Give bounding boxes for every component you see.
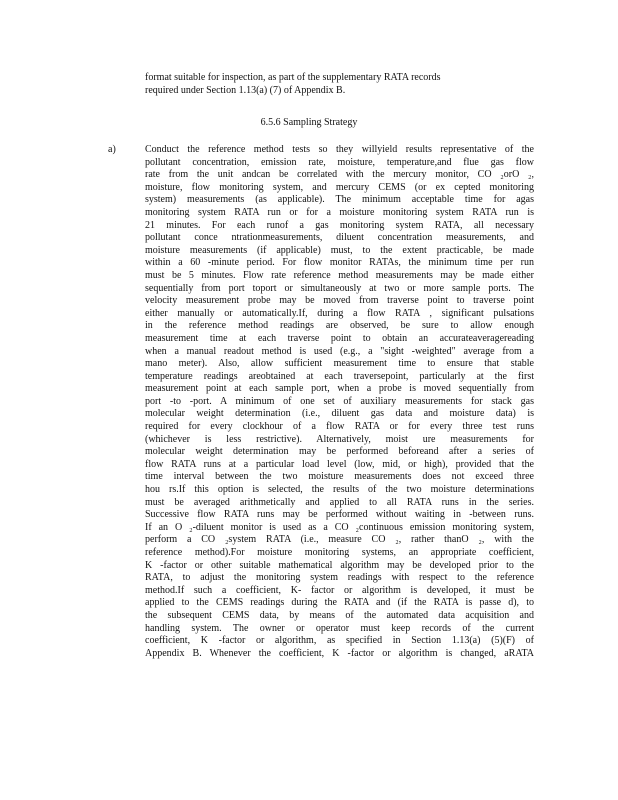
paragraph-line: sequentially from port toport or simultaneously at two or more sample ports. The (145, 282, 534, 294)
paragraph-line: must be 5 minutes. Flow rate reference method measurements may be made either (145, 269, 534, 281)
paragraph-line: RATA, to adjust the monitoring system readings with respect to the reference (145, 572, 534, 584)
paragraph-line: monitoring system RATA run or for a moisture monitoring system RATA run is (145, 206, 534, 218)
paragraph-line: Conduct the reference method tests so they willyield results representative of the (145, 144, 534, 155)
paragraph-line: applied to the CEMS readings during the RATA and (if the RATA is passe d), to (145, 597, 534, 609)
list-item-marker: a) (108, 144, 116, 155)
paragraph-line: hou rs.If this option is selected, the results of the two moisture determinations (145, 484, 534, 496)
paragraph-line: rate from the unit andcan be correlated with the mercury monitor, CO ₂orO ₂, (145, 169, 534, 181)
paragraph-line: when a manual readout method is used (e.g., a "sight -weighted" average from a (145, 345, 534, 357)
paragraph-line: moisture, flow monitoring system, and mercury CEMS (or ex cepted monitoring (145, 181, 534, 193)
paragraph-line: system) measurements (as applicable). The minimum acceptable time for agas (145, 194, 534, 206)
intro-line: format suitable for inspection, as part of the supplementary RATA records (145, 72, 441, 83)
paragraph-line: perform a CO ₂system RATA (i.e., measure CO ₂, rather thanO ₂, with the (145, 534, 534, 546)
section-heading: 6.5.6 Sampling Strategy (260, 117, 358, 128)
paragraph-line: must be averaged arithmetically and applied to all RATA runs in the series. (145, 496, 534, 508)
paragraph-line: Successive flow RATA runs may be performed without waiting in -between runs. (145, 509, 534, 521)
paragraph-line: within a 60 -minute period. For flow monitor RATAs, the minimum time per run (145, 257, 534, 269)
paragraph-line: handling system. The owner or operator must keep records of the current (145, 622, 534, 634)
intro-paragraph (145, 72, 535, 97)
body-paragraph (145, 144, 534, 660)
paragraph-line: pollutant conce ntrationmeasurements, diluent concentration measurements, and (145, 232, 534, 244)
paragraph-line: moisture measurements (if applicable) must, to the extent practicable, be made (145, 244, 534, 256)
paragraph-line: method.If such a coefficient, K- factor or algorithm is developed, it must be (145, 584, 534, 596)
paragraph-line: port -to -port. A minimum of one set of auxiliary measurements for stack gas (145, 395, 534, 407)
paragraph-line: reference method).For moisture monitoring systems, an appropriate coefficient, (145, 547, 534, 558)
paragraph-line: temperature readings areobtained at each traversepoint, particularly at the first (145, 370, 534, 382)
paragraph-line: Appendix B. Whenever the coefficient, K -factor or algorithm is changed, aRATA (145, 647, 534, 659)
paragraph-line: molecular weight determination (i.e., diluent gas data and moisture data) is (145, 408, 534, 420)
paragraph-line: mano meter). Also, allow sufficient measurement time to ensure that stable (145, 358, 534, 370)
paragraph-line: velocity measurement probe may be moved from traverse point to traverse point (145, 295, 534, 307)
paragraph-line: coefficient, K -factor or algorithm, as specified in Section 1.13(a) (5)(F) of (145, 635, 534, 647)
paragraph-line: If an O ₂-diluent monitor is used as a CO ₂continuous emission monitoring system, (145, 521, 534, 533)
paragraph-line: required for every clockhour of a flow RATA or for every three test runs (145, 421, 534, 433)
paragraph-line: in the reference method readings are observed, be sure to allow enough (145, 320, 534, 332)
intro-line: required under Section 1.13(a) (7) of Appendix B. (145, 84, 346, 96)
paragraph-line: either manually or automatically.If, during a flow RATA , significant pulsations (145, 307, 534, 319)
paragraph-line: measurement point at each sample port, when a probe is moved sequentially from (145, 383, 534, 395)
paragraph-line: time interval between the two moisture measurements does not exceed three (145, 471, 534, 483)
paragraph-line: 21 minutes. For each runof a gas monitoring system RATA, all necessary (145, 219, 534, 231)
paragraph-line: K -factor or other suitable mathematical algorithm may be developed prior to the (145, 559, 534, 571)
paragraph-line: pollutant concentration, emission rate, moisture, temperature,and flue gas flow (145, 156, 534, 168)
paragraph-line: (whichever is less restrictive). Alternatively, moist ure measurements for (145, 433, 534, 445)
paragraph-line: the subsequent CEMS data, by means of the automated data acquisition and (145, 609, 534, 621)
paragraph-line: molecular weight determination may be performed beforeand after a series of (145, 446, 534, 458)
paragraph-line: flow RATA runs at a particular load level (low, mid, or high), provided that the (145, 458, 534, 470)
paragraph-line: measurement time at each traverse point to obtain an accurateaveragereading (145, 332, 534, 344)
